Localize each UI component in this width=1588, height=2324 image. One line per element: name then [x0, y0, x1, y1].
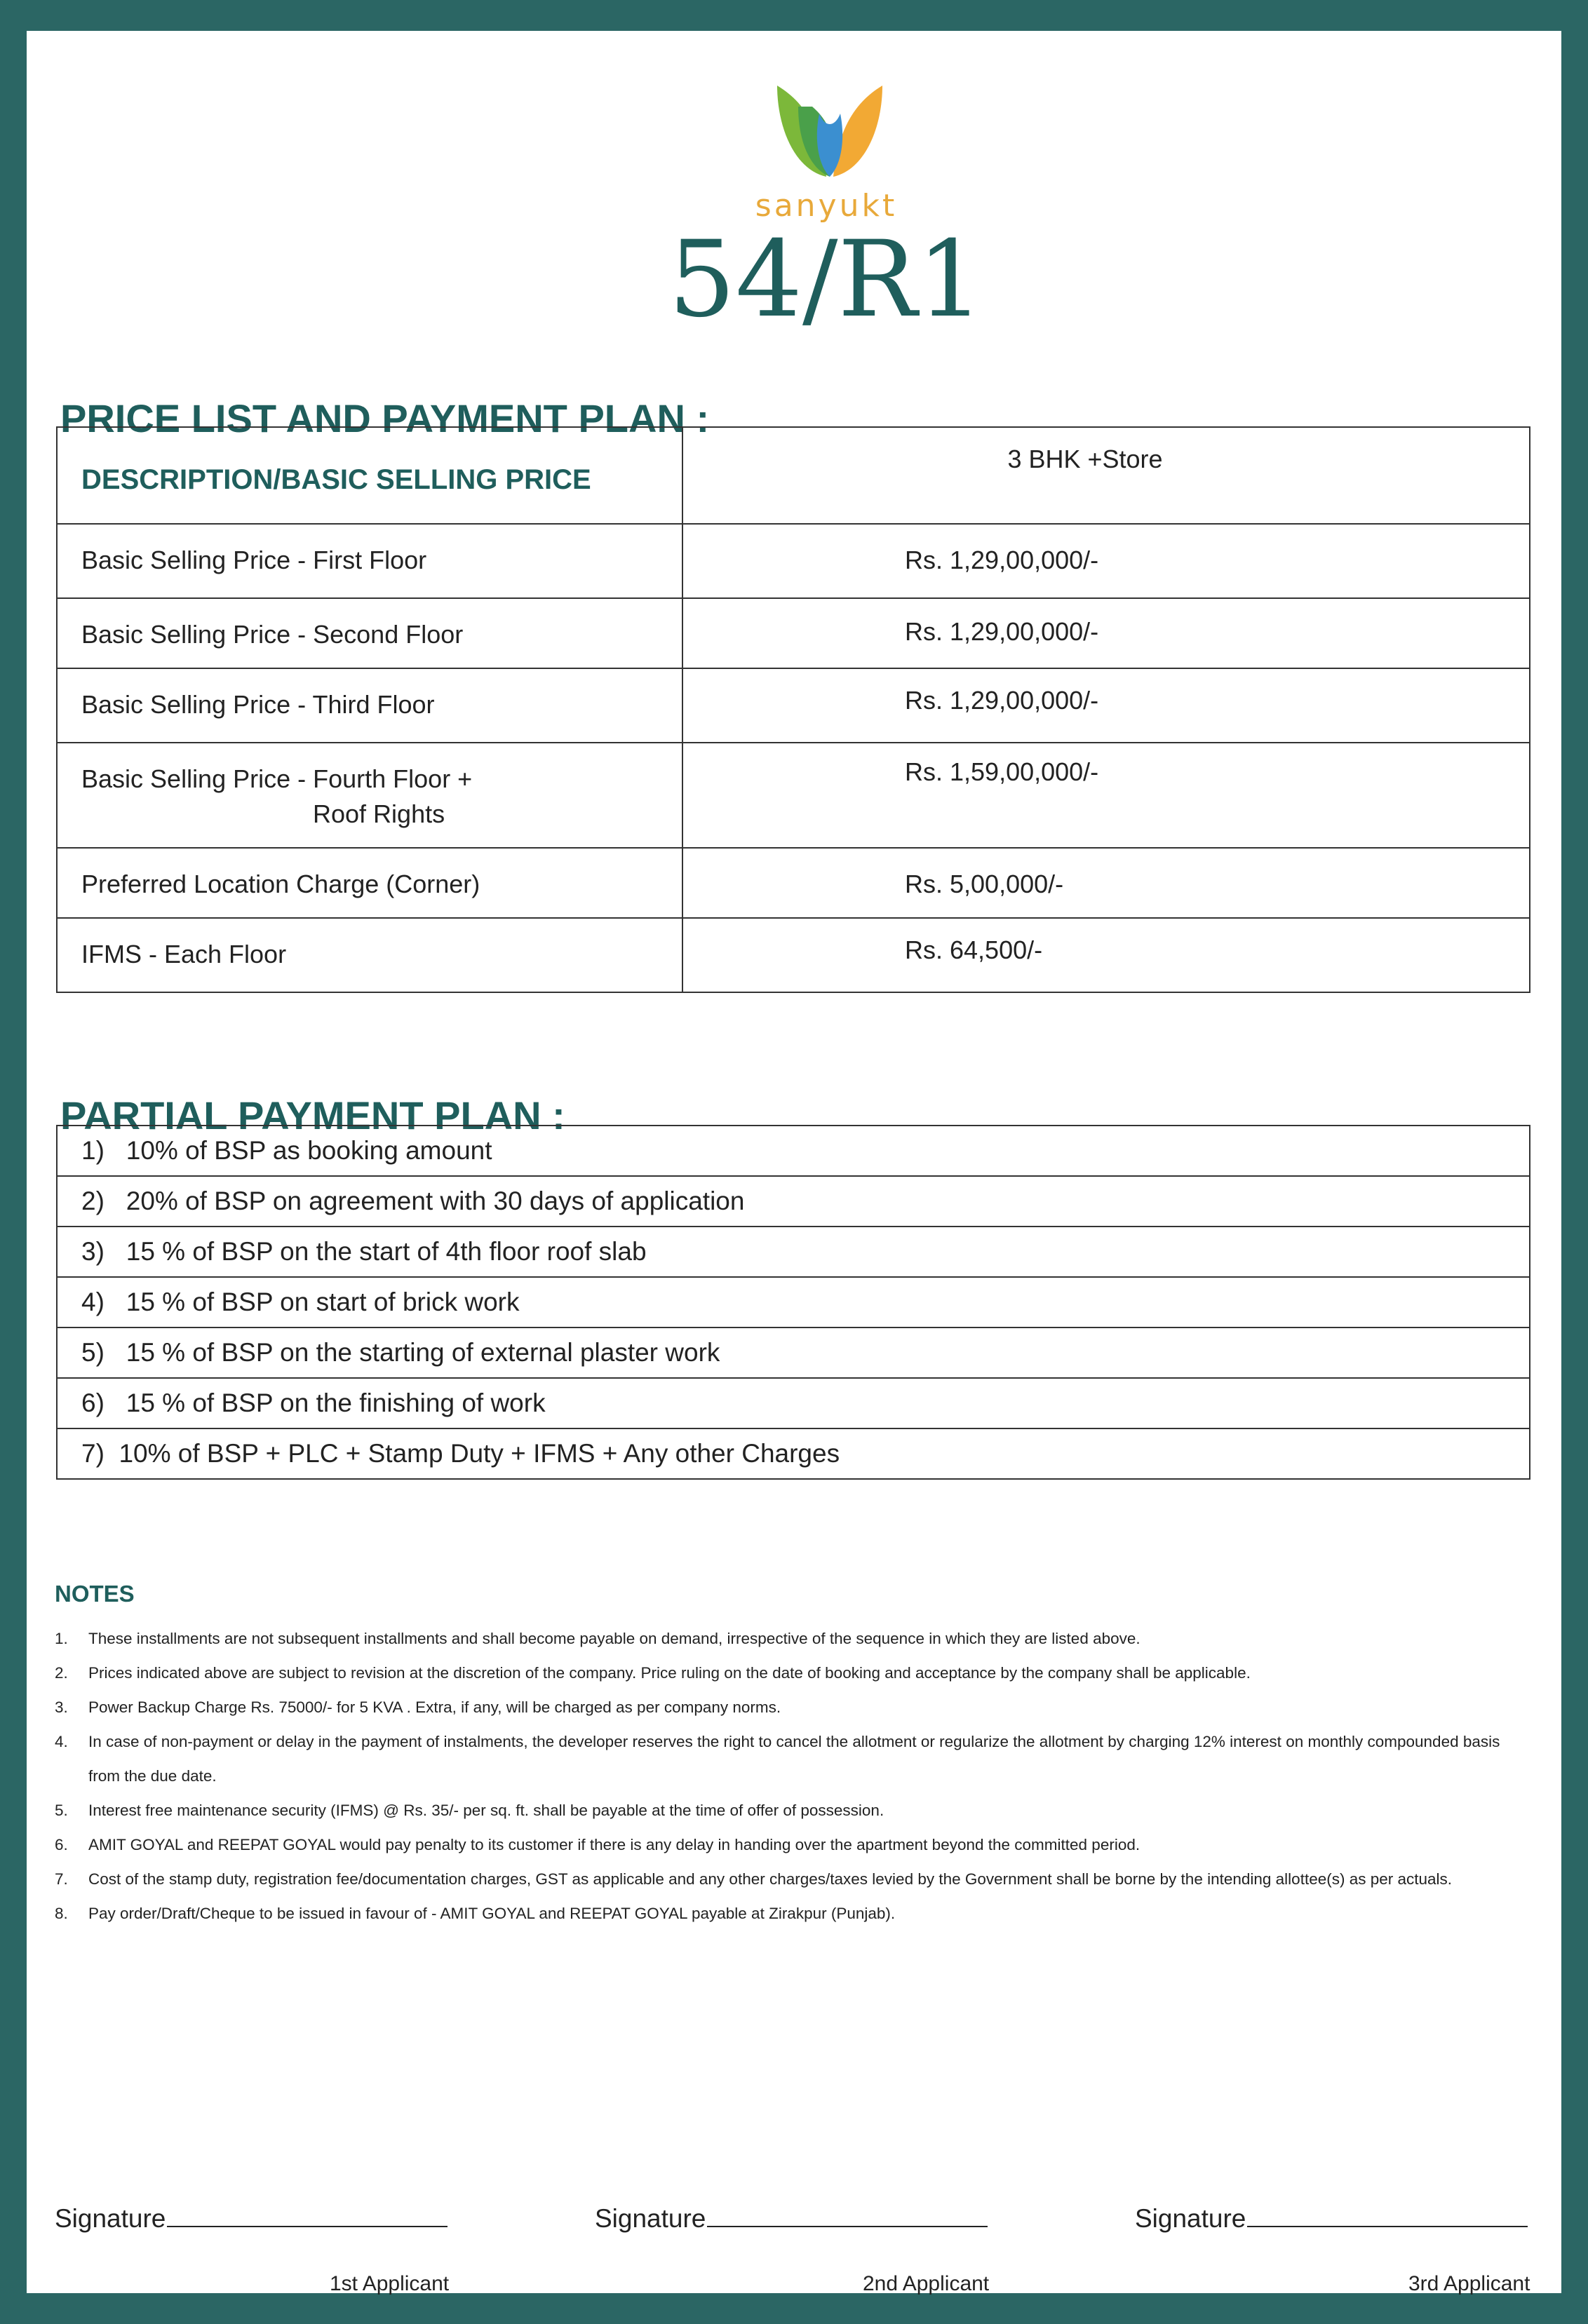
note-number: 8. [55, 1905, 68, 1922]
table-row [57, 598, 1530, 668]
applicant-1-label: 1st Applicant [330, 2272, 450, 2295]
row-value: Rs. 1,29,00,000/- [682, 524, 1530, 598]
note-number: 4. [55, 1733, 68, 1750]
list-item [57, 1428, 1530, 1479]
row-description [57, 743, 682, 848]
header-unit-type: 3 BHK +Store [682, 427, 1530, 524]
row-value: Rs. 1,29,00,000/- [682, 668, 1530, 743]
row-description-line2: Roof Rights [313, 799, 445, 828]
signature-label: Signature [595, 2204, 706, 2233]
note-item [55, 1724, 1532, 1793]
list-item [57, 1126, 1530, 1176]
price-table [56, 426, 1530, 993]
price-list-page [27, 31, 1561, 2293]
list-item [57, 1176, 1530, 1227]
row-value: Rs. 5,00,000/- [682, 848, 1530, 918]
plan-item: 3) 15 % of BSP on the start of 4th floor roof slab [57, 1227, 1530, 1277]
note-number: 7. [55, 1870, 68, 1888]
note-text: In case of non-payment or delay in the payment of instalments, the developer reserves the right to cancel the allotment or regularize the allotment by charging 12% interest on monthly compounded basis from the due date. [88, 1733, 1500, 1785]
payment-plan-table [56, 1125, 1530, 1480]
price-list-title: PRICE LIST AND PAYMENT PLAN : [60, 396, 710, 440]
signature-line[interactable] [707, 2203, 988, 2227]
signature-line[interactable] [1247, 2203, 1528, 2227]
note-number: 6. [55, 1836, 68, 1853]
note-number: 2. [55, 1664, 68, 1682]
note-text: Prices indicated above are subject to revision at the discretion of the company. Price ruling on the date of booking and acceptance by the company shall be applicable. [88, 1664, 1251, 1682]
signature-label: Signature [55, 2204, 166, 2233]
plan-item: 6) 15 % of BSP on the finishing of work [57, 1378, 1530, 1428]
list-item [57, 1227, 1530, 1277]
note-item [55, 1896, 1532, 1931]
row-value: Rs. 1,29,00,000/- [682, 598, 1530, 668]
row-description: Preferred Location Charge (Corner) [57, 848, 682, 918]
list-item [57, 1277, 1530, 1327]
price-table-header [57, 427, 1530, 524]
applicant-3-label: 3rd Applicant [1408, 2272, 1530, 2295]
row-value: Rs. 64,500/- [682, 918, 1530, 992]
note-text: Cost of the stamp duty, registration fee/documentation charges, GST as applicable and any other charges/taxes levied by the Government shall be borne by the intending allottee(s) as per actuals. [88, 1870, 1453, 1888]
sanyukt-leaf-logo [770, 79, 889, 184]
list-item [57, 1378, 1530, 1428]
note-number: 5. [55, 1802, 68, 1819]
signature-line[interactable] [167, 2203, 448, 2227]
plan-item: 1) 10% of BSP as booking amount [57, 1126, 1530, 1176]
plan-item: 2) 20% of BSP on agreement with 30 days of application [57, 1176, 1530, 1227]
note-text: Interest free maintenance security (IFMS) @ Rs. 35/- per sq. ft. shall be payable at the time of offer of possession. [88, 1802, 884, 1819]
note-item [55, 1862, 1532, 1896]
row-description: Basic Selling Price - First Floor [57, 524, 682, 598]
row-description: Basic Selling Price - Third Floor [57, 668, 682, 743]
row-description: Basic Selling Price - Second Floor [57, 598, 682, 668]
table-row [57, 524, 1530, 598]
note-text: AMIT GOYAL and REEPAT GOYAL would pay penalty to its customer if there is any delay in handing over the apartment beyond the committed period. [88, 1836, 1140, 1853]
table-row [57, 918, 1530, 992]
plan-item: 4) 15 % of BSP on start of brick work [57, 1277, 1530, 1327]
note-item [55, 1828, 1532, 1862]
note-item [55, 1621, 1532, 1656]
payment-plan-title: PARTIAL PAYMENT PLAN : [60, 1093, 565, 1137]
note-item [55, 1793, 1532, 1828]
row-value: Rs. 1,59,00,000/- [682, 743, 1530, 848]
row-description-line1: Basic Selling Price - Fourth Floor + [81, 764, 473, 793]
note-item [55, 1690, 1532, 1724]
signature-1[interactable] [55, 2203, 448, 2234]
applicant-2-label: 2nd Applicant [863, 2272, 990, 2295]
table-row [57, 668, 1530, 743]
list-item [57, 1327, 1530, 1378]
brand-name: sanyukt [755, 188, 898, 224]
project-code: 54/R1 [668, 219, 984, 341]
note-text: Power Backup Charge Rs. 75000/- for 5 KVA . Extra, if any, will be charged as per company norms. [88, 1698, 781, 1716]
note-number: 1. [55, 1630, 68, 1647]
note-text: Pay order/Draft/Cheque to be issued in favour of - AMIT GOYAL and REEPAT GOYAL payable at Zirakpur (Punjab). [88, 1905, 896, 1922]
table-row [57, 848, 1530, 918]
signature-2[interactable] [595, 2203, 988, 2234]
notes-title: NOTES [55, 1581, 135, 1607]
plan-item: 7) 10% of BSP + PLC + Stamp Duty + IFMS + Any other Charges [57, 1428, 1530, 1479]
table-row [57, 743, 1530, 848]
note-number: 3. [55, 1698, 68, 1716]
row-description: IFMS - Each Floor [57, 918, 682, 992]
plan-item: 5) 15 % of BSP on the starting of external plaster work [57, 1327, 1530, 1378]
signature-3[interactable] [1135, 2203, 1528, 2234]
signature-label: Signature [1135, 2204, 1246, 2233]
notes-list [55, 1621, 1532, 1931]
note-item [55, 1656, 1532, 1690]
header-description: DESCRIPTION/BASIC SELLING PRICE [57, 427, 682, 524]
note-text: These installments are not subsequent installments and shall become payable on demand, irrespective of the sequence in which they are listed above. [88, 1630, 1140, 1647]
